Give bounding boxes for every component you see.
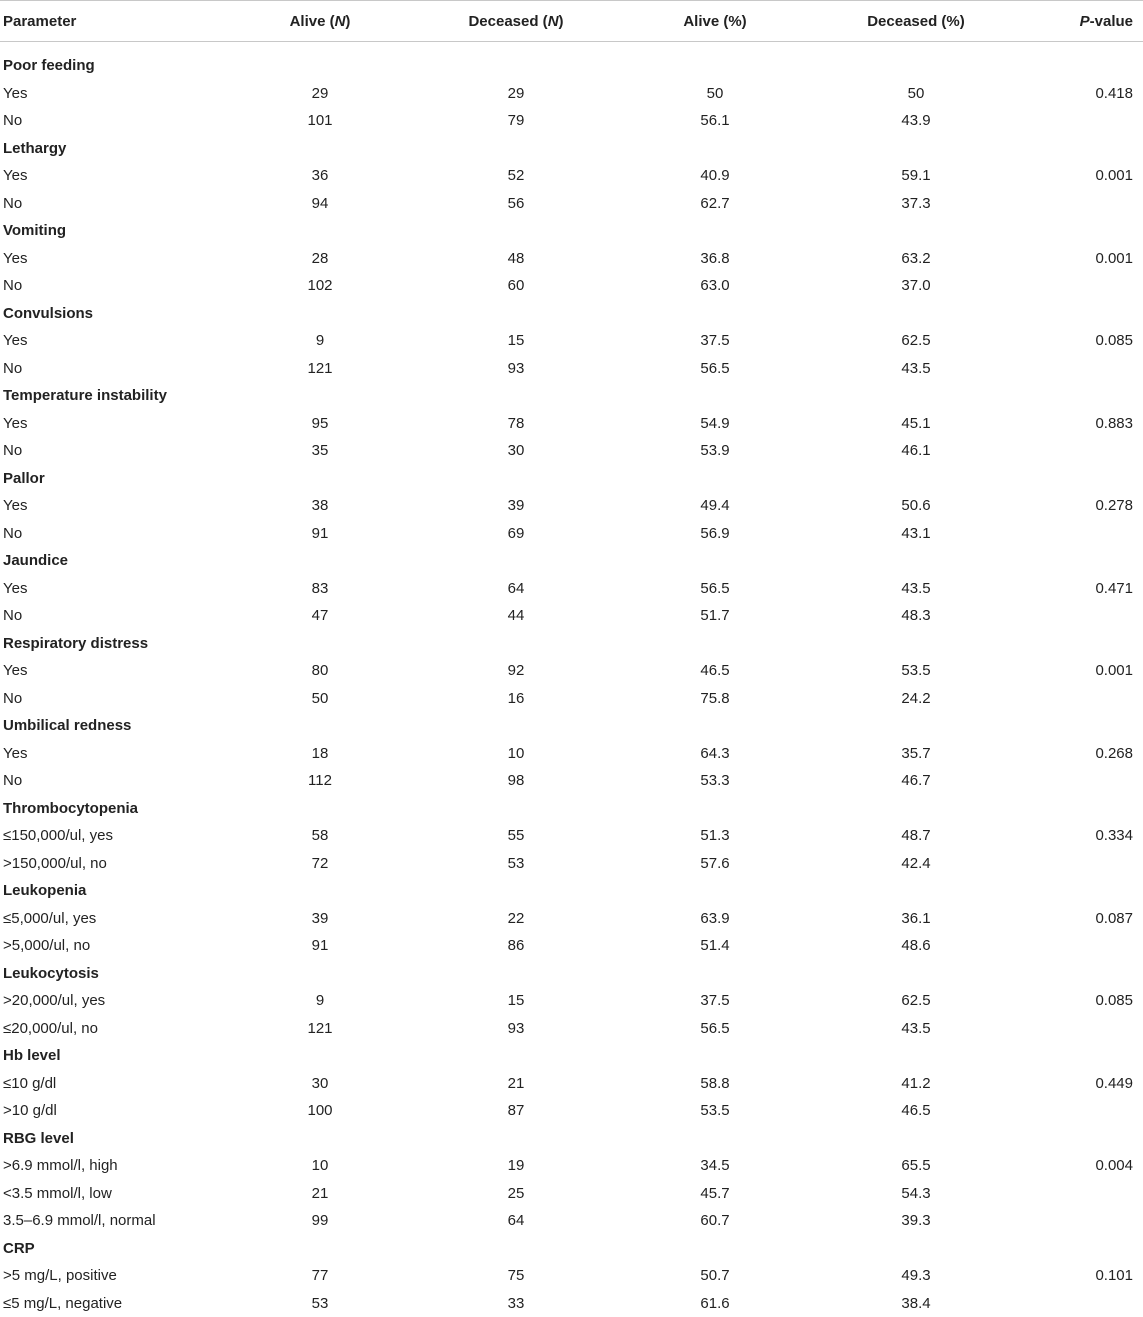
group-name: RBG level	[3, 1129, 74, 1147]
table-row	[0, 355, 1143, 383]
alive-pct-cell: 54.9	[700, 414, 730, 432]
deceased-pct-cell: 38.4	[901, 1294, 931, 1312]
row-label: No	[3, 277, 23, 294]
group-name: Thrombocytopenia	[3, 799, 139, 817]
group-name: Lethargy	[3, 139, 67, 157]
row-label: ≤20,000/ul, no	[3, 1019, 98, 1037]
table-row	[0, 245, 1143, 273]
pvalue-cell: 0.004	[1095, 1157, 1133, 1174]
group-header-row	[0, 795, 1143, 823]
alive-pct-cell: 61.6	[700, 1294, 730, 1312]
alive-pct-cell: 56.9	[700, 524, 730, 542]
group-header-row	[0, 877, 1143, 905]
table-row	[0, 80, 1143, 108]
alive-pct-cell: 56.5	[700, 359, 730, 377]
alive-pct-cell: 64.3	[700, 744, 730, 762]
table-row	[0, 1207, 1143, 1235]
deceased-n-cell: 30	[507, 442, 525, 459]
deceased-n-cell: 78	[507, 414, 525, 432]
deceased-n-cell: 87	[507, 1102, 525, 1119]
row-label: No	[3, 442, 23, 459]
table-row	[0, 685, 1143, 713]
table-row	[0, 905, 1143, 933]
row-label: ≤150,000/ul, yes	[3, 827, 113, 844]
alive-n-cell: 100	[307, 1102, 333, 1119]
group-name: Poor feeding	[3, 57, 95, 74]
deceased-n-cell: 93	[507, 359, 525, 377]
table-row	[0, 822, 1143, 850]
deceased-n-cell: 60	[507, 277, 525, 294]
deceased-pct-cell: 37.0	[901, 277, 931, 294]
alive-pct-cell: 57.6	[700, 854, 730, 872]
row-label: >5,000/ul, no	[3, 937, 91, 954]
row-label: 3.5–6.9 mmol/l, normal	[3, 1212, 156, 1229]
pvalue-cell: 0.001	[1095, 249, 1133, 267]
pvalue-cell: 0.001	[1095, 167, 1133, 184]
row-label: No	[3, 772, 23, 789]
row-label: >150,000/ul, no	[3, 854, 107, 872]
deceased-n-cell: 79	[507, 112, 525, 129]
group-name: Pallor	[3, 469, 45, 487]
header-pvalue: P-value	[1079, 13, 1133, 30]
alive-n-cell: 35	[311, 442, 329, 459]
alive-n-cell: 36	[311, 167, 329, 184]
deceased-n-cell: 52	[507, 167, 525, 184]
group-header-row	[0, 547, 1143, 575]
row-label: No	[3, 359, 23, 377]
group-name: Leukopenia	[3, 882, 87, 899]
alive-pct-cell: 36.8	[700, 249, 730, 267]
row-label: No	[3, 689, 23, 707]
pvalue-cell: 0.449	[1095, 1074, 1133, 1092]
deceased-pct-cell: 43.5	[901, 1019, 931, 1037]
deceased-pct-cell: 49.3	[901, 1267, 931, 1284]
group-header-row	[0, 52, 1143, 80]
deceased-n-cell: 93	[507, 1019, 525, 1037]
alive-n-cell: 101	[307, 112, 333, 129]
alive-pct-cell: 60.7	[700, 1212, 730, 1229]
deceased-pct-cell: 42.4	[901, 854, 931, 872]
alive-n-cell: 47	[311, 607, 329, 624]
deceased-n-cell: 10	[507, 744, 525, 762]
alive-n-cell: 21	[311, 1184, 329, 1202]
deceased-n-cell: 56	[507, 194, 525, 212]
deceased-pct-cell: 43.5	[901, 579, 931, 597]
table-row	[0, 740, 1143, 768]
alive-pct-cell: 51.4	[700, 937, 730, 954]
alive-n-cell: 28	[311, 249, 329, 267]
header-deceased-pct: Deceased (%)	[867, 13, 965, 30]
deceased-n-cell: 86	[507, 937, 525, 954]
deceased-pct-cell: 59.1	[901, 167, 931, 184]
alive-pct-cell: 63.0	[700, 277, 730, 294]
alive-pct-cell: 46.5	[700, 662, 730, 679]
deceased-pct-cell: 41.2	[901, 1074, 931, 1092]
group-name: Temperature instability	[3, 387, 167, 404]
row-label: ≤5,000/ul, yes	[3, 909, 97, 927]
alive-pct-cell: 50	[706, 84, 724, 102]
table-row	[0, 437, 1143, 465]
table-row	[0, 575, 1143, 603]
alive-pct-cell: 75.8	[700, 689, 730, 707]
alive-n-cell: 29	[311, 84, 329, 102]
alive-n-cell: 38	[311, 497, 329, 514]
alive-pct-cell: 62.7	[700, 194, 730, 212]
table-row	[0, 850, 1143, 878]
deceased-pct-cell: 50.6	[901, 497, 931, 514]
table-row	[0, 767, 1143, 795]
alive-pct-cell: 63.9	[700, 909, 730, 927]
alive-pct-cell: 53.3	[700, 772, 730, 789]
deceased-pct-cell: 46.7	[901, 772, 931, 789]
row-label: ≤10 g/dl	[3, 1074, 57, 1092]
pvalue-cell: 0.278	[1095, 497, 1133, 514]
row-label: <3.5 mmol/l, low	[3, 1184, 112, 1202]
deceased-pct-cell: 45.1	[901, 414, 931, 432]
alive-n-cell: 80	[311, 662, 329, 679]
group-name: Umbilical redness	[3, 717, 132, 734]
alive-pct-cell: 51.7	[700, 607, 730, 624]
row-label: Yes	[3, 332, 28, 349]
alive-pct-cell: 56.1	[700, 112, 730, 129]
alive-n-cell: 83	[311, 579, 329, 597]
deceased-n-cell: 33	[507, 1294, 525, 1312]
pvalue-cell: 0.334	[1095, 827, 1133, 844]
header-parameter: Parameter	[3, 13, 77, 30]
table-row	[0, 492, 1143, 520]
group-name: Hb level	[3, 1047, 61, 1064]
alive-pct-cell: 34.5	[700, 1157, 730, 1174]
row-label: No	[3, 607, 23, 624]
table-row	[0, 602, 1143, 630]
pvalue-cell: 0.087	[1095, 909, 1133, 927]
deceased-pct-cell: 62.5	[901, 992, 931, 1009]
alive-pct-cell: 56.5	[700, 579, 730, 597]
table-row	[0, 1262, 1143, 1290]
alive-n-cell: 91	[311, 937, 329, 954]
alive-n-cell: 39	[311, 909, 329, 927]
group-header-row	[0, 382, 1143, 410]
table-row	[0, 1290, 1143, 1317]
row-label: >10 g/dl	[3, 1102, 57, 1119]
row-label: No	[3, 112, 23, 129]
alive-n-cell: 9	[315, 992, 325, 1009]
deceased-pct-cell: 48.6	[901, 937, 931, 954]
deceased-pct-cell: 43.9	[901, 112, 931, 129]
deceased-pct-cell: 53.5	[901, 662, 931, 679]
pvalue-cell: 0.883	[1095, 414, 1133, 432]
table-row	[0, 1097, 1143, 1125]
group-name: CRP	[3, 1239, 35, 1257]
alive-n-cell: 94	[311, 194, 329, 212]
deceased-pct-cell: 50	[907, 84, 925, 102]
deceased-pct-cell: 35.7	[901, 744, 931, 762]
deceased-n-cell: 29	[507, 84, 525, 102]
row-label: Yes	[3, 662, 28, 679]
alive-n-cell: 102	[307, 277, 333, 294]
row-label: Yes	[3, 579, 28, 597]
group-header-row	[0, 300, 1143, 328]
table-row	[0, 327, 1143, 355]
deceased-pct-cell: 54.3	[901, 1184, 931, 1202]
row-label: Yes	[3, 167, 28, 184]
header-deceased-n: Deceased (N)	[468, 13, 564, 30]
deceased-pct-cell: 46.5	[901, 1102, 931, 1119]
deceased-n-cell: 53	[507, 854, 525, 872]
deceased-n-cell: 98	[507, 772, 525, 789]
alive-n-cell: 50	[311, 689, 329, 707]
deceased-n-cell: 69	[507, 524, 525, 542]
alive-pct-cell: 51.3	[700, 827, 730, 844]
group-name: Convulsions	[3, 304, 94, 322]
row-label: >20,000/ul, yes	[3, 992, 106, 1009]
alive-pct-cell: 50.7	[700, 1267, 730, 1284]
alive-n-cell: 53	[311, 1294, 329, 1312]
alive-n-cell: 18	[311, 744, 329, 762]
deceased-pct-cell: 43.5	[901, 359, 931, 377]
row-label: Yes	[3, 414, 28, 432]
header-alive-pct: Alive (%)	[683, 13, 747, 30]
deceased-pct-cell: 24.2	[901, 689, 931, 707]
deceased-pct-cell: 63.2	[901, 249, 931, 267]
deceased-n-cell: 19	[507, 1157, 525, 1174]
deceased-n-cell: 39	[507, 497, 525, 514]
deceased-pct-cell: 65.5	[901, 1157, 931, 1174]
deceased-pct-cell: 39.3	[901, 1212, 931, 1229]
group-header-row	[0, 135, 1143, 163]
deceased-n-cell: 55	[507, 827, 525, 844]
row-label: Yes	[3, 497, 28, 514]
deceased-n-cell: 25	[507, 1184, 525, 1202]
table-row	[0, 107, 1143, 135]
table-row	[0, 162, 1143, 190]
deceased-n-cell: 21	[507, 1074, 525, 1092]
alive-n-cell: 121	[307, 359, 333, 377]
row-label: >6.9 mmol/l, high	[3, 1157, 118, 1174]
alive-n-cell: 10	[311, 1157, 329, 1174]
alive-pct-cell: 49.4	[700, 497, 730, 514]
row-label: ≤5 mg/L, negative	[3, 1294, 123, 1312]
pvalue-cell: 0.001	[1095, 662, 1133, 679]
group-header-row	[0, 1125, 1143, 1153]
table-row	[0, 1015, 1143, 1043]
row-label: Yes	[3, 249, 28, 267]
pvalue-cell: 0.085	[1095, 332, 1133, 349]
pvalue-cell: 0.101	[1095, 1267, 1133, 1284]
deceased-n-cell: 15	[507, 992, 525, 1009]
alive-pct-cell: 56.5	[700, 1019, 730, 1037]
group-header-row	[0, 465, 1143, 493]
table-row	[0, 932, 1143, 960]
deceased-n-cell: 44	[507, 607, 525, 624]
deceased-pct-cell: 37.3	[901, 194, 931, 212]
alive-n-cell: 121	[307, 1019, 333, 1037]
alive-n-cell: 95	[311, 414, 329, 432]
alive-n-cell: 99	[311, 1212, 329, 1229]
alive-pct-cell: 45.7	[700, 1184, 730, 1202]
pvalue-cell: 0.268	[1095, 744, 1133, 762]
alive-n-cell: 30	[311, 1074, 329, 1092]
group-header-row	[0, 712, 1143, 740]
group-header-row	[0, 217, 1143, 245]
group-header-row	[0, 960, 1143, 988]
group-header-row	[0, 1235, 1143, 1263]
deceased-pct-cell: 62.5	[901, 332, 931, 349]
table-row	[0, 520, 1143, 548]
deceased-pct-cell: 48.3	[901, 607, 931, 624]
table-row	[0, 1152, 1143, 1180]
row-label: No	[3, 524, 23, 542]
table-row	[0, 190, 1143, 218]
deceased-n-cell: 15	[507, 332, 525, 349]
alive-n-cell: 91	[311, 524, 329, 542]
pvalue-cell: 0.085	[1095, 992, 1133, 1009]
deceased-n-cell: 22	[507, 909, 525, 927]
alive-pct-cell: 53.5	[700, 1102, 730, 1119]
deceased-n-cell: 75	[507, 1267, 525, 1284]
alive-pct-cell: 40.9	[700, 167, 730, 184]
alive-pct-cell: 37.5	[700, 992, 730, 1009]
table-row	[0, 657, 1143, 685]
group-header-row	[0, 1042, 1143, 1070]
deceased-n-cell: 92	[507, 662, 525, 679]
alive-pct-cell: 53.9	[700, 442, 730, 459]
table-row	[0, 410, 1143, 438]
group-name: Jaundice	[3, 552, 69, 569]
group-header-row	[0, 630, 1143, 658]
deceased-n-cell: 16	[507, 689, 525, 707]
group-name: Respiratory distress	[3, 634, 149, 652]
row-label: Yes	[3, 744, 28, 762]
alive-pct-cell: 37.5	[700, 332, 730, 349]
deceased-pct-cell: 36.1	[901, 909, 931, 927]
alive-n-cell: 77	[311, 1267, 329, 1284]
alive-n-cell: 9	[315, 332, 325, 349]
header-alive-n: Alive (N)	[289, 13, 351, 30]
alive-pct-cell: 58.8	[700, 1074, 730, 1092]
deceased-n-cell: 48	[507, 249, 525, 267]
alive-n-cell: 58	[311, 827, 329, 844]
group-name: Vomiting	[3, 222, 67, 239]
table-row	[0, 1070, 1143, 1098]
deceased-pct-cell: 46.1	[901, 442, 931, 459]
pvalue-cell: 0.471	[1095, 579, 1133, 597]
alive-n-cell: 72	[311, 854, 329, 872]
deceased-n-cell: 64	[507, 579, 525, 597]
table-row	[0, 1180, 1143, 1208]
table-body	[0, 52, 1143, 1317]
group-name: Leukocytosis	[3, 964, 99, 982]
deceased-pct-cell: 43.1	[901, 524, 931, 542]
pvalue-cell: 0.418	[1095, 84, 1133, 102]
row-label: No	[3, 194, 23, 212]
deceased-n-cell: 64	[507, 1212, 525, 1229]
table-header	[0, 0, 1143, 42]
table-row	[0, 987, 1143, 1015]
deceased-pct-cell: 48.7	[901, 827, 931, 844]
table-row	[0, 272, 1143, 300]
row-label: Yes	[3, 84, 28, 102]
row-label: >5 mg/L, positive	[3, 1267, 117, 1284]
alive-n-cell: 112	[308, 772, 332, 789]
